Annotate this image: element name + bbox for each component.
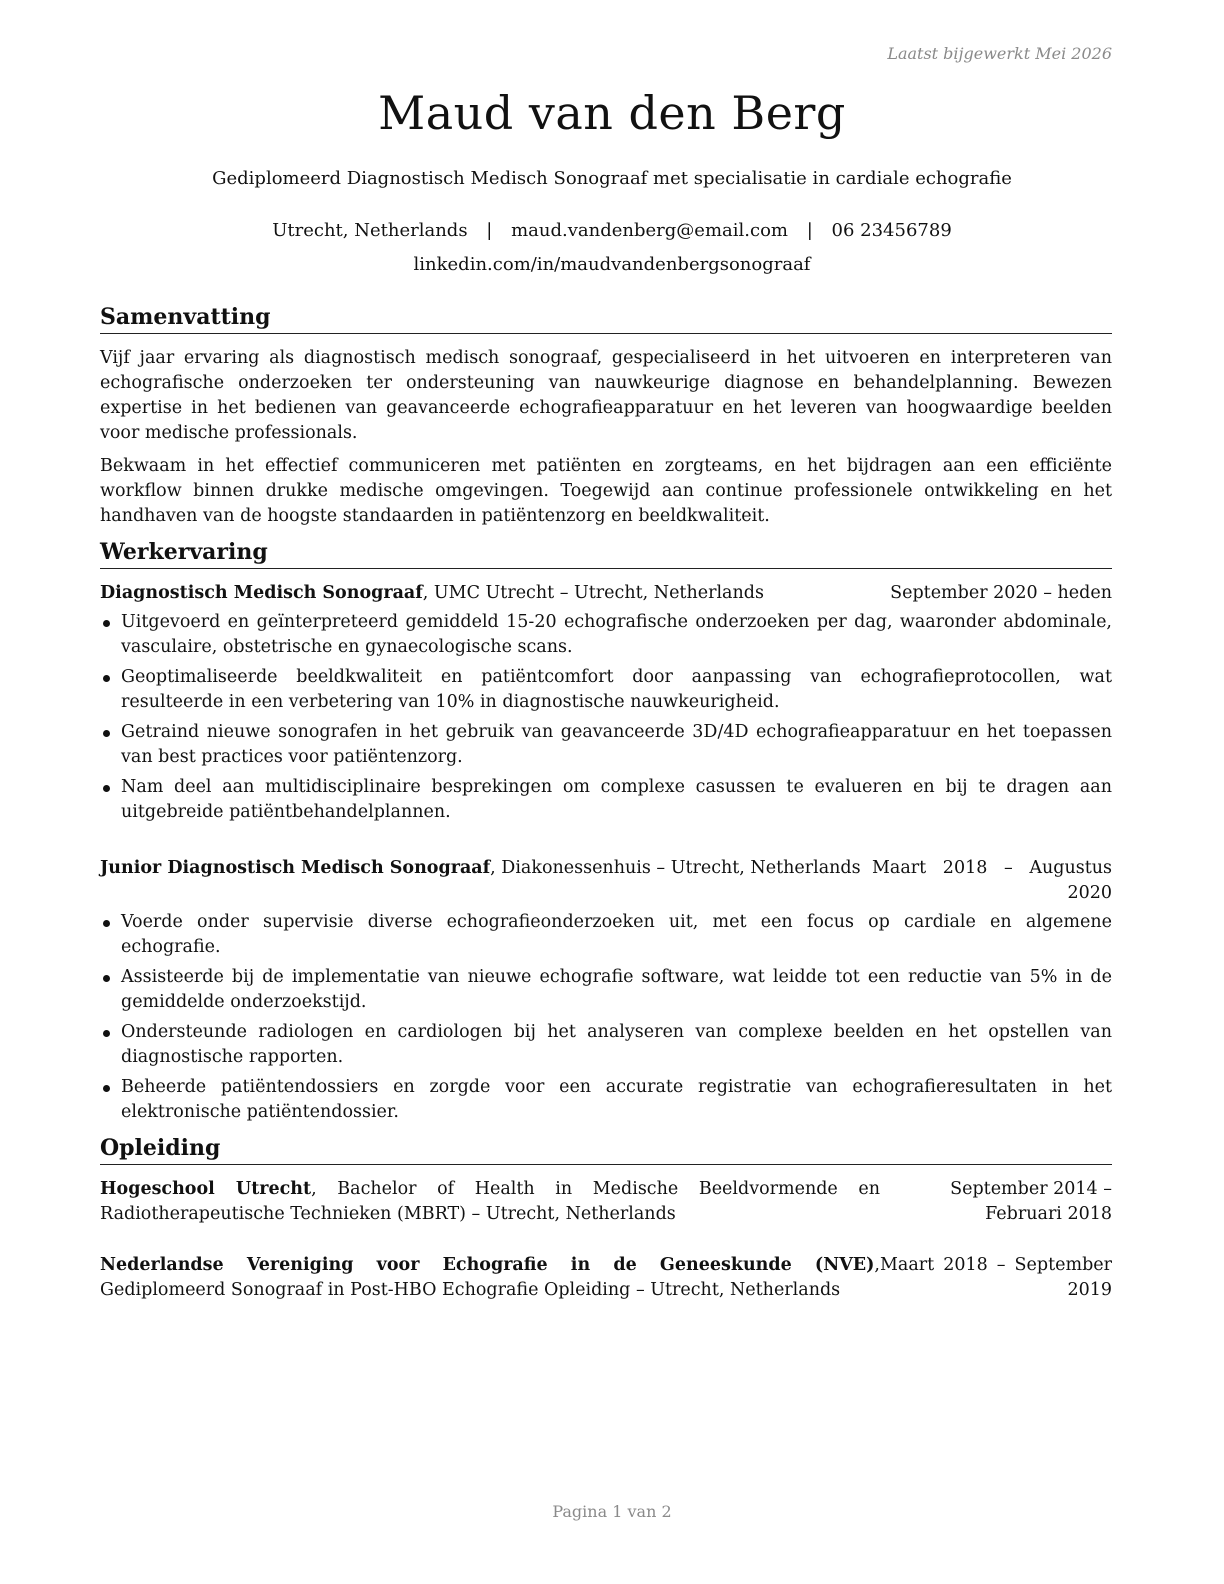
job-header — [100, 581, 1112, 606]
candidate-name: Maud van den Berg — [378, 86, 846, 140]
list-item — [100, 1020, 1112, 1070]
list-item — [100, 665, 1112, 715]
list-item — [100, 1075, 1112, 1125]
bullet-text: Getraind nieuwe sonografen in het gebruik van geavanceerde 3D/4D echografieapparatuur en het toepassen van best practices voor patiëntenzorg. — [121, 722, 1112, 767]
bullet-icon — [103, 730, 110, 737]
job-role: Junior Diagnostisch Medisch Sonograaf — [100, 858, 491, 878]
job-bullets — [100, 910, 1112, 1125]
bullet-icon — [103, 675, 110, 682]
education-dates: Maart 2018 – September 2019 — [880, 1255, 1112, 1300]
bullet-text: Ondersteunde radiologen en cardiologen bij het analyseren van complexe beelden en het opstellen van diagnostische rapporten. — [121, 1022, 1112, 1067]
linkedin-link[interactable]: linkedin.com/in/maudvandenbergsonograaf — [413, 254, 811, 275]
job-header — [100, 856, 1112, 906]
bullet-icon — [103, 1085, 110, 1092]
page-number: Pagina 1 van 2 — [552, 1502, 672, 1521]
job-role: Diagnostisch Medisch Sonograaf — [100, 583, 423, 603]
bullet-icon — [103, 785, 110, 792]
section-title-experience: Werkervaring — [100, 537, 1112, 569]
job-dates: Maart 2018 – Augustus 2020 — [872, 858, 1112, 903]
education-dates: September 2014 – Februari 2018 — [950, 1179, 1112, 1224]
bullet-text: Beheerde patiëntendossiers en zorgde voor een accurate registratie van echografieresultaten in het elektronische patiëntendossier. — [121, 1077, 1112, 1122]
education-section — [100, 1133, 1112, 1303]
job-dates: September 2020 – heden — [890, 583, 1112, 603]
list-item — [100, 720, 1112, 770]
summary-paragraph: Vijf jaar ervaring als diagnostisch medisch sonograaf, gespecialiseerd in het uitvoeren en interpreteren van echografische onderzoeken ter ondersteuning van nauwkeurige diagnose en behandelplanning. Bewezen expertise in het bedienen van geavanceerde echografieapparatuur en het leveren van hoogwaardige beelden voor medische professionals. — [100, 348, 1112, 443]
job-title-line — [100, 581, 882, 606]
resume-body — [100, 302, 1112, 1311]
school-name: Nederlandse Vereniging voor Echografie in de Geneeskunde (NVE) — [100, 1255, 875, 1275]
job-employer: , Diakonessenhuis – Utrecht, Netherlands — [490, 858, 861, 878]
education-title-line — [100, 1253, 880, 1303]
contact-line — [0, 220, 1224, 241]
job-entry — [100, 856, 1112, 1125]
linkedin-line — [0, 254, 1224, 275]
job-entry — [100, 581, 1112, 825]
section-title-education: Opleiding — [100, 1133, 1112, 1165]
separator: | — [806, 220, 813, 241]
list-item — [100, 965, 1112, 1015]
education-entry — [100, 1177, 1112, 1227]
bullet-icon — [103, 1030, 110, 1037]
degree-detail: , Gediplomeerd Sonograaf in Post-HBO Echografie Opleiding – Utrecht, Netherlands — [100, 1255, 880, 1300]
bullet-text: Uitgevoerd en geïnterpreteerd gemiddeld 15-20 echografische onderzoeken per dag, waaronder abdominale, vasculaire, obstetrische en gynaecologische scans. — [121, 612, 1112, 657]
experience-section — [100, 537, 1112, 1125]
bullet-icon — [103, 975, 110, 982]
bullet-text: Voerde onder supervisie diverse echografieonderzoeken uit, met een focus op cardiale en algemene echografie. — [121, 912, 1112, 957]
bullet-icon — [103, 620, 110, 627]
phone: 06 23456789 — [831, 220, 952, 241]
list-item — [100, 775, 1112, 825]
email-link[interactable]: maud.vandenberg@email.com — [511, 220, 788, 241]
last-updated: Laatst bijgewerkt Mei 2026 — [887, 44, 1112, 63]
tagline: Gediplomeerd Diagnostisch Medisch Sonograaf met specialisatie in cardiale echografie — [212, 168, 1012, 189]
location: Utrecht, Netherlands — [272, 220, 468, 241]
job-employer: , UMC Utrecht – Utrecht, Netherlands — [422, 583, 764, 603]
summary-paragraph: Bekwaam in het effectief communiceren met patiënten en zorgteams, en het bijdragen aan een efficiënte workflow binnen drukke medische omgevingen. Toegewijd aan continue professionele ontwikkeling en het handhaven van de hoogste standaarden in patiëntenzorg en beeldkwaliteit. — [100, 456, 1112, 526]
bullet-text: Geoptimaliseerde beeldkwaliteit en patiëntcomfort door aanpassing van echografieprotocollen, wat resulteerde in een verbetering van 10% in diagnostische nauwkeurigheid. — [121, 667, 1112, 712]
education-title-line — [100, 1177, 880, 1227]
separator: | — [486, 220, 493, 241]
bullet-text: Assisteerde bij de implementatie van nieuwe echografie software, wat leidde tot een reductie van 5% in de gemiddelde onderzoekstijd. — [121, 967, 1112, 1012]
summary-section — [100, 302, 1112, 529]
section-title-summary: Samenvatting — [100, 302, 1112, 334]
job-bullets — [100, 610, 1112, 825]
bullet-icon — [103, 920, 110, 927]
school-name: Hogeschool Utrecht — [100, 1179, 312, 1199]
degree-detail: , Bachelor of Health in Medische Beeldvormende en Radiotherapeutische Technieken (MBRT) – Utrecht, Netherlands — [100, 1179, 881, 1224]
job-title-line — [100, 856, 872, 881]
list-item — [100, 610, 1112, 660]
education-entry — [100, 1253, 1112, 1303]
list-item — [100, 910, 1112, 960]
bullet-text: Nam deel aan multidisciplinaire besprekingen om complexe casussen te evalueren en bij te dragen aan uitgebreide patiëntbehandelplannen. — [121, 777, 1112, 822]
